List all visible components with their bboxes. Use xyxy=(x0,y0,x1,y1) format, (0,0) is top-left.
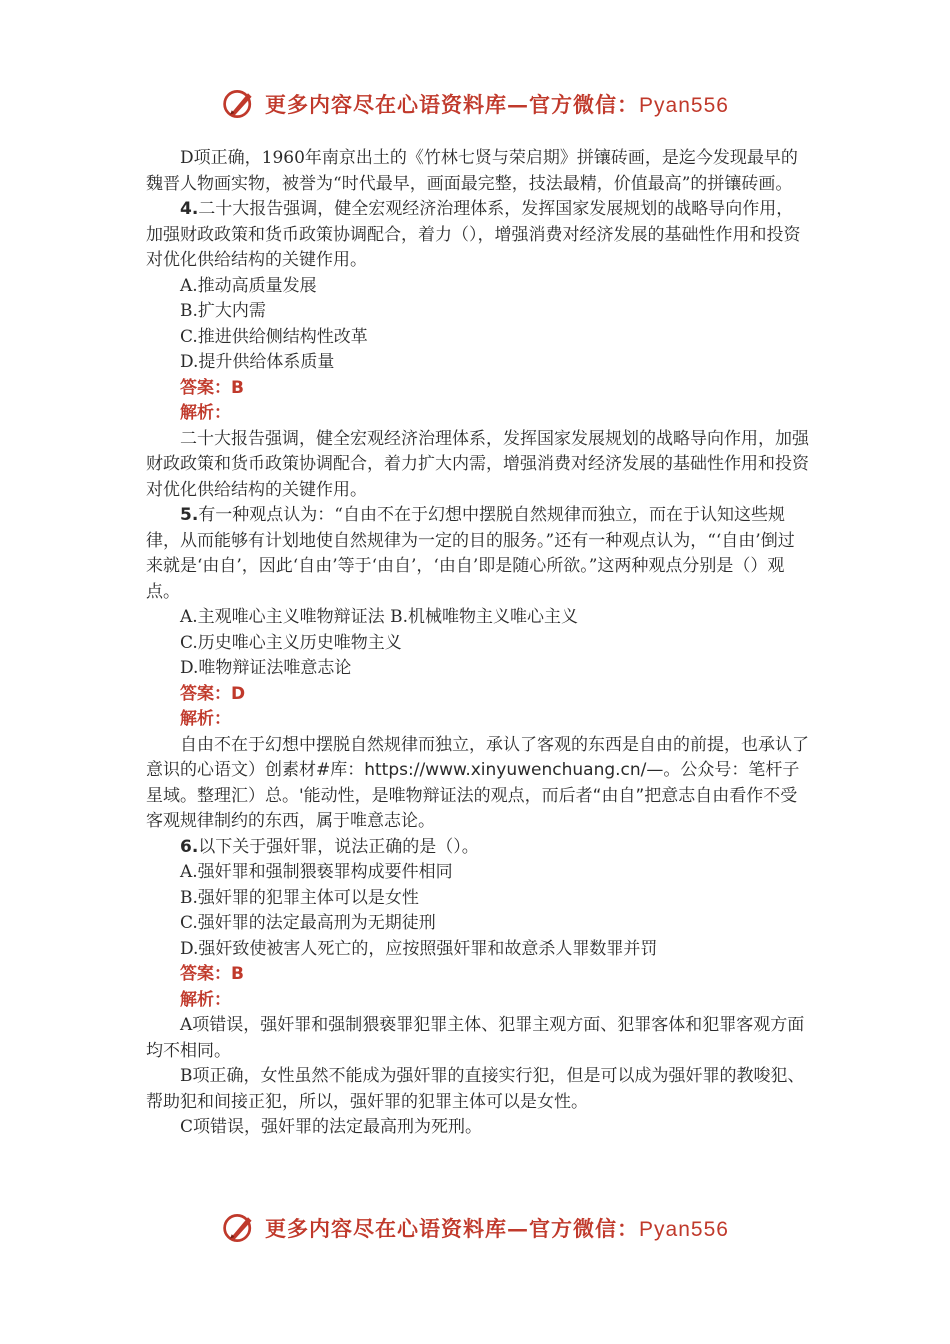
question-stem: 以下关于强奸罪，说法正确的是（）。 xyxy=(198,836,479,857)
option: A.主观唯心主义唯物辩证法 B.机械唯物主义唯心主义 xyxy=(180,607,578,627)
answer: 答案：D xyxy=(180,683,246,704)
analysis-text: 二十大报告强调，健全宏观经济治理体系，发挥国家发展规划的战略导向作用，加强财政政策和货币政策协调配合，着力扩大内需，增强消费对经济发展的基础性作用和投资对优化供给结构的关键作用。 xyxy=(146,428,809,500)
analysis-label: 解析： xyxy=(180,989,231,1010)
option: A.推动高质量发展 xyxy=(180,275,317,296)
banner-text: 更多内容尽在心语资料库—官方微信：Pyan556 xyxy=(265,1216,729,1241)
pen-logo-icon xyxy=(221,1210,257,1246)
analysis-label: 解析： xyxy=(180,709,231,729)
wechat-id: Pyan556 xyxy=(639,94,729,117)
option: C.历史唯心主义历史唯物主义 xyxy=(180,632,402,653)
option: C.推进供给侧结构性改革 xyxy=(180,326,368,347)
analysis-label: 解析： xyxy=(180,403,231,423)
analysis-text: B项正确，女性虽然不能成为强奸罪的直接实行犯，但是可以成为强奸罪的教唆犯、帮助犯和间接正犯，所以，强奸罪的犯罪主体可以是女性。 xyxy=(146,1066,805,1112)
intro-paragraph: D项正确，1960年南京出土的《竹林七贤与荣启期》拼镶砖画，是迄今发现最早的魏晋人物画实物，被誉为“时代最早，画面最完整，技法最精，价值最高”的拼镶砖画。 xyxy=(146,148,798,194)
banner-text: 更多内容尽在心语资料库—官方微信：Pyan556 xyxy=(265,92,729,117)
question-number: 6. xyxy=(180,836,199,857)
question-stem: 有一种观点认为：“自由不在于幻想中摆脱自然规律而独立，而在于认知这些规律，从而能够有计划地使自然规律为一定的目的服务。”还有一种观点认为，“‘自由’倒过来就是‘由自’，因此‘自由’等于‘由自’，‘由自’即是随心所欲。”这两种观点分别是（）观点。 xyxy=(146,505,795,602)
question-4 xyxy=(146,197,810,274)
question-6 xyxy=(146,835,810,861)
answer: 答案：B xyxy=(180,377,244,398)
analysis-text: 自由不在于幻想中摆脱自然规律而独立，承认了客观的东西是自由的前提，也承认了意识的心语文）创素材#库：https://www.xinyuwenchuang.cn/—。公众号：笔杆子星域。整理汇）总。'能动性，是唯物辩证法的观点，而后者“由自”把意志自由看作不受客观规律制约的东西，属于唯意志论。 xyxy=(146,734,809,831)
wechat-id: Pyan556 xyxy=(639,1218,729,1241)
answer: 答案：B xyxy=(180,964,244,984)
question-number: 4. xyxy=(180,199,199,219)
question-number: 5. xyxy=(180,505,199,525)
header-banner xyxy=(0,86,950,122)
analysis-text: A项错误，强奸罪和强制猥亵罪犯罪主体、犯罪主观方面、犯罪客体和犯罪客观方面均不相同。 xyxy=(146,1015,805,1061)
option: B.扩大内需 xyxy=(180,301,266,321)
document-body xyxy=(146,146,810,1141)
option: B.强奸罪的犯罪主体可以是女性 xyxy=(180,887,419,908)
option: D.强奸致使被害人死亡的，应按照强奸罪和故意杀人罪数罪并罚 xyxy=(180,938,658,959)
option: D.提升供给体系质量 xyxy=(180,352,335,372)
option: A.强奸罪和强制猥亵罪构成要件相同 xyxy=(180,862,453,882)
option: C.强奸罪的法定最高刑为无期徒刑 xyxy=(180,913,436,933)
question-5 xyxy=(146,503,810,605)
option: D.唯物辩证法唯意志论 xyxy=(180,658,352,678)
analysis-text: C项错误，强奸罪的法定最高刑为死刑。 xyxy=(180,1117,483,1137)
pen-logo-icon xyxy=(221,86,257,122)
question-stem: 二十大报告强调，健全宏观经济治理体系，发挥国家发展规划的战略导向作用，加强财政政策和货币政策协调配合，着力（），增强消费对经济发展的基础性作用和投资对优化供给结构的关键作用。 xyxy=(146,199,801,270)
footer-banner xyxy=(0,1210,950,1246)
